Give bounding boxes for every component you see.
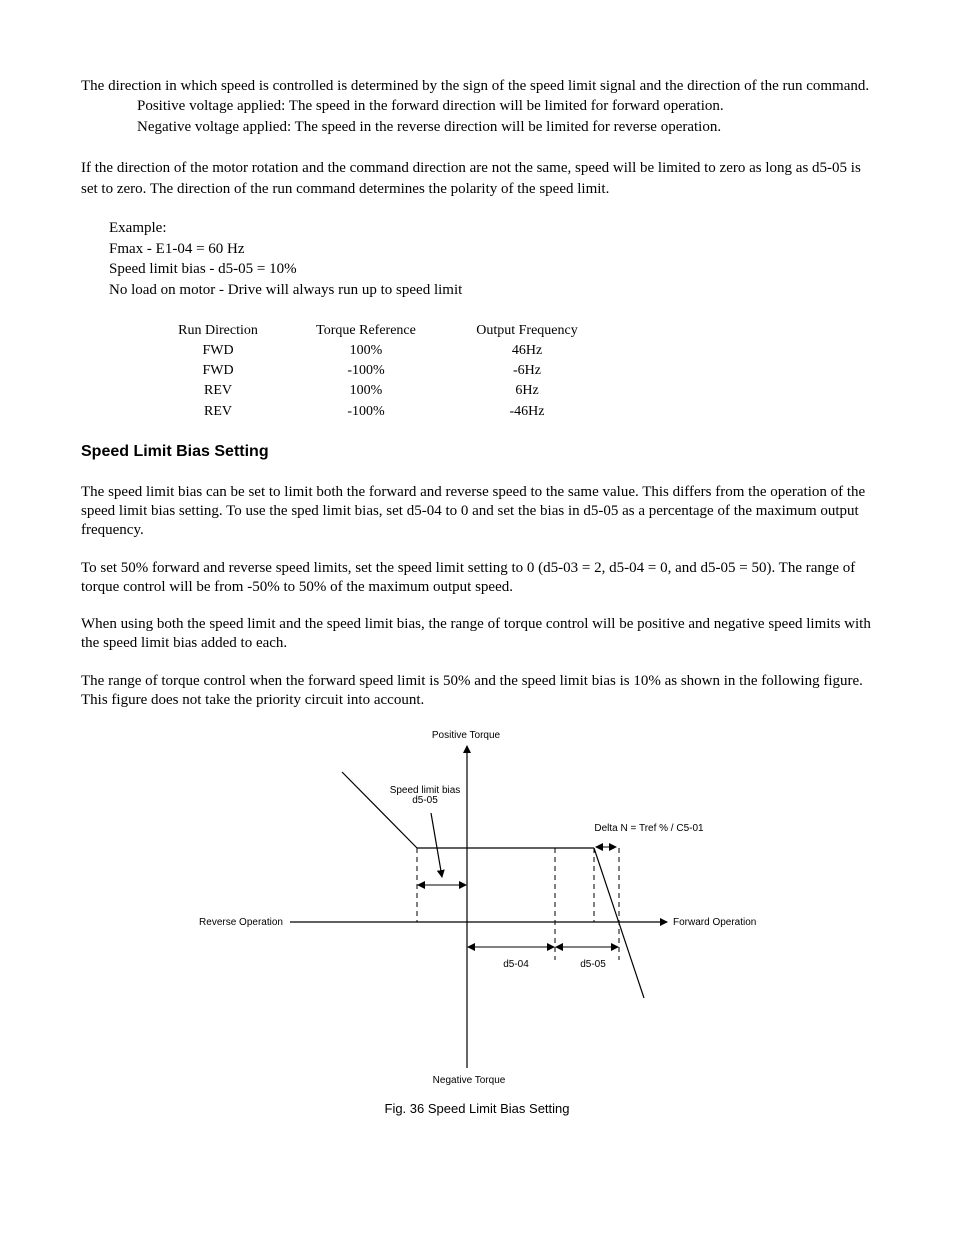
forward-operation-label: Forward Operation bbox=[673, 917, 757, 928]
reverse-operation-label: Reverse Operation bbox=[199, 917, 283, 928]
bias-label-line1: Speed limit bias bbox=[389, 785, 461, 796]
positive-voltage-line: Positive voltage applied: The speed in the forward direction will be limited for forward operation. bbox=[137, 98, 724, 114]
bias-paragraph-3: When using both the speed limit and the speed limit bias, the range of torque control will be positive and negative speed limits with the speed limit bias added to each. bbox=[81, 616, 871, 651]
table-cell: 46Hz bbox=[511, 343, 543, 358]
example-line-bias: Speed limit bias - d5-05 = 10% bbox=[109, 261, 297, 277]
table-cell: REV bbox=[204, 404, 232, 419]
table-cell: 6Hz bbox=[515, 383, 539, 398]
d505-label: d5-05 bbox=[580, 959, 606, 970]
bias-leader-arrow bbox=[431, 813, 442, 877]
table-cell: REV bbox=[204, 383, 232, 398]
negative-voltage-line: Negative voltage applied: The speed in the reverse direction will be limited for reverse operation. bbox=[137, 119, 722, 135]
direction-mismatch-paragraph: If the direction of the motor rotation and the command direction are not the same, speed will be limited to zero as long as d5-05 is set to zero. The direction of the run command determines the polarity of the speed limit. bbox=[81, 160, 861, 197]
table-cell: FWD bbox=[202, 343, 234, 358]
reverse-limit-slope bbox=[342, 772, 417, 848]
delta-n-label: Delta N = Tref % / C5-01 bbox=[594, 823, 704, 834]
table-header: Torque Reference bbox=[316, 323, 416, 338]
section-heading: Speed Limit Bias Setting bbox=[81, 443, 269, 460]
example-label: Example: bbox=[109, 220, 167, 236]
table-header: Run Direction bbox=[178, 323, 258, 338]
table-cell: FWD bbox=[202, 363, 234, 378]
table-cell: 100% bbox=[349, 383, 383, 398]
bias-label-line2: d5-05 bbox=[412, 795, 438, 806]
bias-paragraph-4: The range of torque control when the forward speed limit is 50% and the speed limit bias is 10% as shown in the following figure. This figure does not take the priority circuit into account. bbox=[81, 673, 863, 708]
table-header: Output Frequency bbox=[476, 323, 578, 338]
bias-paragraph-1: The speed limit bias can be set to limit both the forward and reverse speed to the same value. This differs from the operation of the speed limit bias setting. To use the sped limit bias, set d5-04 to 0 and set the bias in d5-05 as a percentage of the maximum output frequency. bbox=[81, 484, 866, 538]
example-line-fmax: Fmax - E1-04 = 60 Hz bbox=[109, 241, 245, 257]
table-cell: -46Hz bbox=[509, 404, 545, 419]
negative-torque-label: Negative Torque bbox=[432, 1075, 506, 1086]
table-cell: -100% bbox=[347, 363, 385, 378]
positive-torque-label: Positive Torque bbox=[431, 730, 501, 741]
d504-label: d5-04 bbox=[503, 959, 529, 970]
intro-paragraph: The direction in which speed is controlled is determined by the sign of the speed limit signal and the direction of the run command. bbox=[81, 78, 870, 94]
table-cell: -6Hz bbox=[513, 363, 541, 378]
table-cell: -100% bbox=[347, 404, 385, 419]
figure-caption: Fig. 36 Speed Limit Bias Setting bbox=[384, 1101, 570, 1116]
bias-paragraph-2: To set 50% forward and reverse speed limits, set the speed limit setting to 0 (d5-03 = 2, d5-04 = 0, and d5-05 = 50). The range of torque control will be from -50% to 50% of the maximum output speed. bbox=[81, 560, 856, 595]
table-cell: 100% bbox=[349, 343, 383, 358]
example-line-load: No load on motor - Drive will always run up to speed limit bbox=[109, 282, 463, 298]
